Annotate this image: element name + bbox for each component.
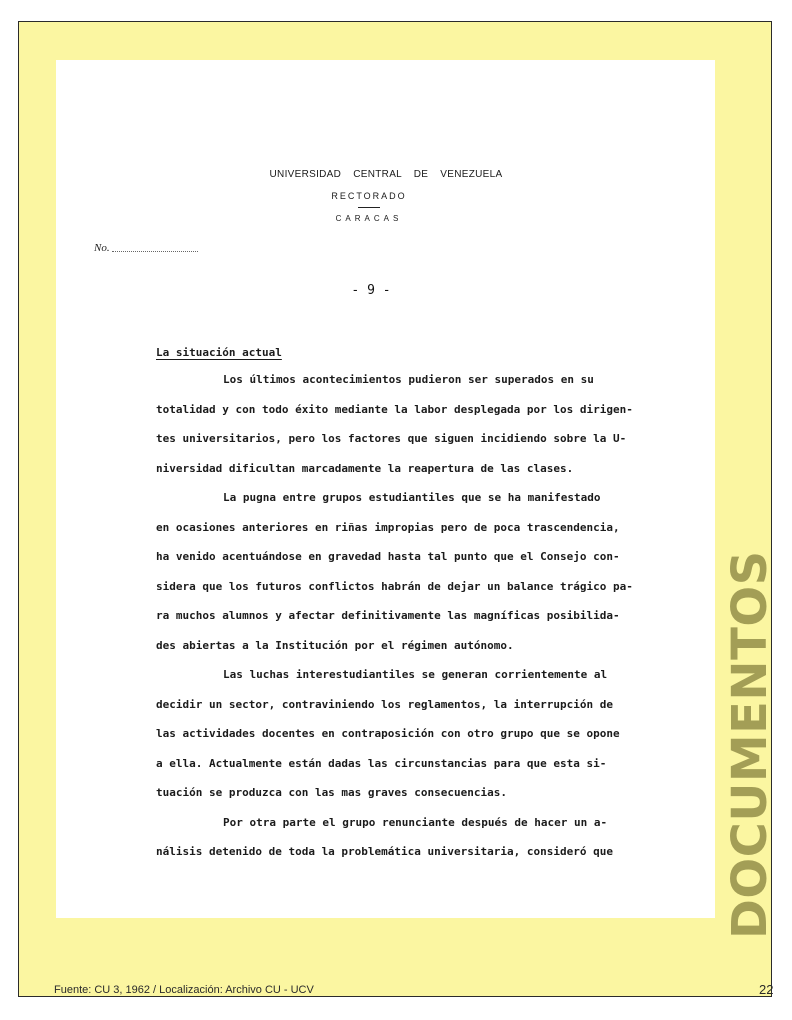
text-line: totalidad y con todo éxito mediante la labor desplegada por los dirigen- (156, 402, 633, 416)
letterhead-office: RECTORADO (331, 191, 407, 201)
letterhead-city: CARACAS (335, 214, 403, 223)
letterhead-divider (358, 207, 380, 208)
text-line: Las luchas interestudiantiles se generan corrientemente al (223, 668, 608, 681)
text-line: en ocasiones anteriores en riñas impropias pero de poca trascendencia, (156, 520, 620, 534)
text-line: ra muchos alumnos y afectar definitivamente las magníficas posibilida- (156, 609, 620, 622)
document-page-number: - 9 - (351, 283, 391, 298)
document-scan (56, 60, 715, 918)
page-frame (18, 21, 778, 997)
footer-page-number: 22 (759, 982, 774, 997)
document-number-field (112, 251, 198, 252)
text-line: niversidad dificultan marcadamente la reapertura de las clases. (156, 461, 574, 475)
text-line: Por otra parte el grupo renunciante después de hacer un a- (223, 815, 608, 829)
letterhead-university: UNIVERSIDAD CENTRAL DE VENEZUELA (269, 169, 503, 180)
text-line: decidir un sector, contraviniendo los reglamentos, la interrupción de (156, 697, 613, 711)
footer-source: Fuente: CU 3, 1962 / Localización: Archivo CU - UCV (54, 984, 314, 996)
text-line: a ella. Actualmente están dadas las circunstancias para que esta si- (156, 756, 607, 770)
text-line: ha venido acentuándose en gravedad hasta tal punto que el Consejo con- (156, 550, 620, 563)
section-heading: La situación actual (156, 346, 282, 359)
text-line: tuación se produzca con las mas graves consecuencias. (156, 786, 507, 799)
text-line: sidera que los futuros conflictos habrán de dejar un balance trágico pa- (156, 579, 633, 593)
text-line: La pugna entre grupos estudiantiles que se ha manifestado (223, 491, 601, 504)
text-line: nálisis detenido de toda la problemática universitaria, consideró que (156, 845, 613, 858)
document-body (156, 344, 636, 873)
text-line: tes universitarios, pero los factores que siguen incidiendo sobre la U- (156, 432, 627, 445)
document-number-label: No. (94, 242, 110, 254)
text-line: las actividades docentes en contraposición con otro grupo que se opone (156, 727, 620, 740)
text-line: Los últimos acontecimientos pudieron ser superados en su (223, 373, 594, 386)
section-title: DOCUMENTOS (722, 550, 778, 939)
text-line: des abiertas a la Institución por el régimen autónomo. (156, 638, 514, 652)
